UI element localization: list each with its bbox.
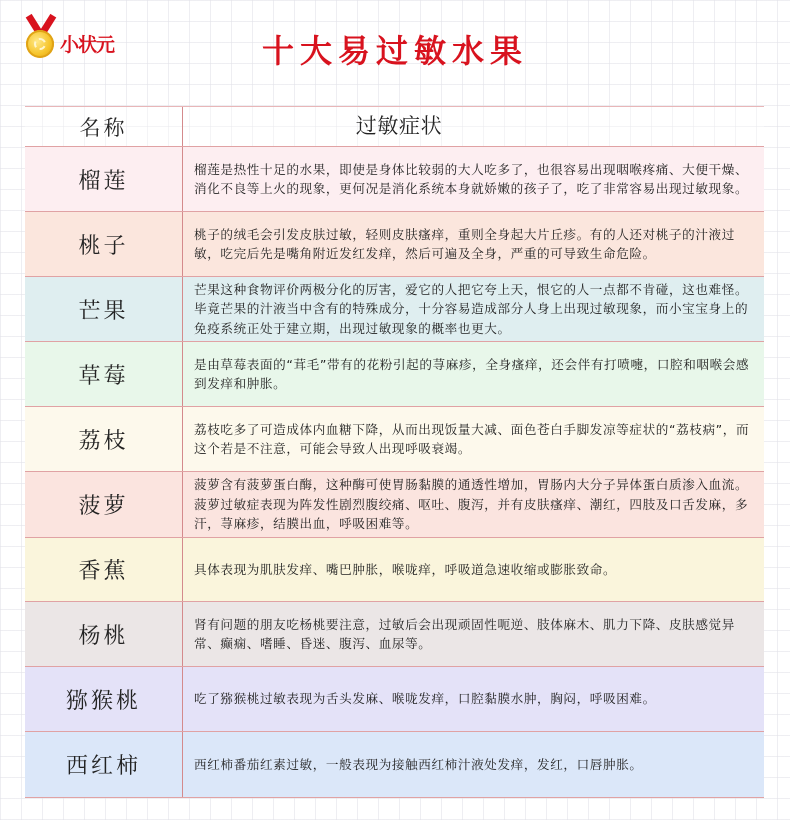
fruit-name: 香蕉 (25, 538, 183, 601)
symptom-description: 是由草莓表面的“茸毛”带有的花粉引起的荨麻疹，全身瘙痒，还会伴有打喷嚏，口腔和咽喉会感到发痒和肿胀。 (194, 356, 750, 391)
header-name: 名称 (25, 107, 183, 146)
fruit-name: 桃子 (25, 212, 183, 276)
symptom-description: 荔枝吃多了可造成体内血糖下降，从而出现饭量大减、面色苍白手脚发凉等症状的“荔枝病”，而这个若是不注意，可能会导致人出现呼吸衰竭。 (194, 421, 750, 456)
symptom-description: 榴莲是热性十足的水果，即使是身体比较弱的大人吃多了，也很容易出现咽喉疼痛、大便干燥、消化不良等上火的现象，更何况是消化系统本身就娇嫩的孩子了，吃了非常容易出现过敏现象。 (194, 161, 749, 196)
fruit-name: 西红柿 (25, 732, 183, 797)
fruit-name: 菠萝 (25, 472, 183, 537)
table-row (25, 212, 764, 277)
table-row (25, 147, 764, 212)
logo-text: 小状元 (60, 33, 115, 56)
table-header (25, 107, 764, 147)
table-row (25, 732, 764, 798)
symptom-description: 具体表现为肌肤发痒、嘴巴肿胀，喉咙痒，呼吸道急速收缩或膨胀致命。 (194, 561, 617, 577)
table-row (25, 407, 764, 472)
fruit-name: 荔枝 (25, 407, 183, 471)
fruit-name: 草莓 (25, 342, 183, 406)
fruit-name: 杨桃 (25, 602, 183, 666)
symptom-description: 菠萝含有菠萝蛋白酶，这种酶可使胃肠黏膜的通透性增加，胃肠内大分子异体蛋白质渗入血流。菠萝过敏症表现为阵发性剧烈腹绞痛、呕吐、腹泻，并有皮肤瘙痒、潮红，四肢及口舌发麻，多汗，荨麻疹，结膜出血，呼吸困难等。 (194, 477, 749, 532)
allergy-table (25, 106, 764, 798)
symptom-description: 西红柿番茄红素过敏，一般表现为接触西红柿汁液处发痒，发红，口唇肿胀。 (194, 756, 643, 772)
page-title: 十大易过敏水果 (261, 32, 528, 70)
fruit-name: 猕猴桃 (25, 667, 183, 731)
symptom-description: 吃了猕猴桃过敏表现为舌头发麻、喉咙发痒，口腔黏膜水肿，胸闷，呼吸困难。 (194, 691, 656, 707)
table-row (25, 342, 764, 407)
table-row (25, 538, 764, 602)
table-row (25, 602, 764, 667)
table-row (25, 667, 764, 732)
header-symptoms: 过敏症状 (355, 113, 443, 138)
fruit-name: 榴莲 (25, 147, 183, 211)
symptom-description: 肾有问题的朋友吃杨桃要注意，过敏后会出现顽固性呃逆、肢体麻木、肌力下降、皮肤感觉异常、癫痫、嗜睡、昏迷、腹泻、血尿等。 (194, 616, 735, 651)
fruit-name: 芒果 (25, 277, 183, 341)
symptom-description: 桃子的绒毛会引发皮肤过敏，轻则皮肤瘙痒，重则全身起大片丘疹。有的人还对桃子的汁液过敏，吃完后先是嘴角附近发红发痒，然后可遍及全身，严重的可导致生命危险。 (194, 226, 735, 261)
table-row (25, 277, 764, 342)
symptom-description: 芒果这种食物评价两极分化的厉害，爱它的人把它夸上天，恨它的人一点都不肯碰，这也难怪。毕竟芒果的汁液当中含有的特殊成分，十分容易造成部分人身上出现过敏现象，而小宝宝身上的免疫系统正处于建立期，出现过敏现象的概率也更大。 (194, 281, 749, 336)
table-row (25, 472, 764, 538)
